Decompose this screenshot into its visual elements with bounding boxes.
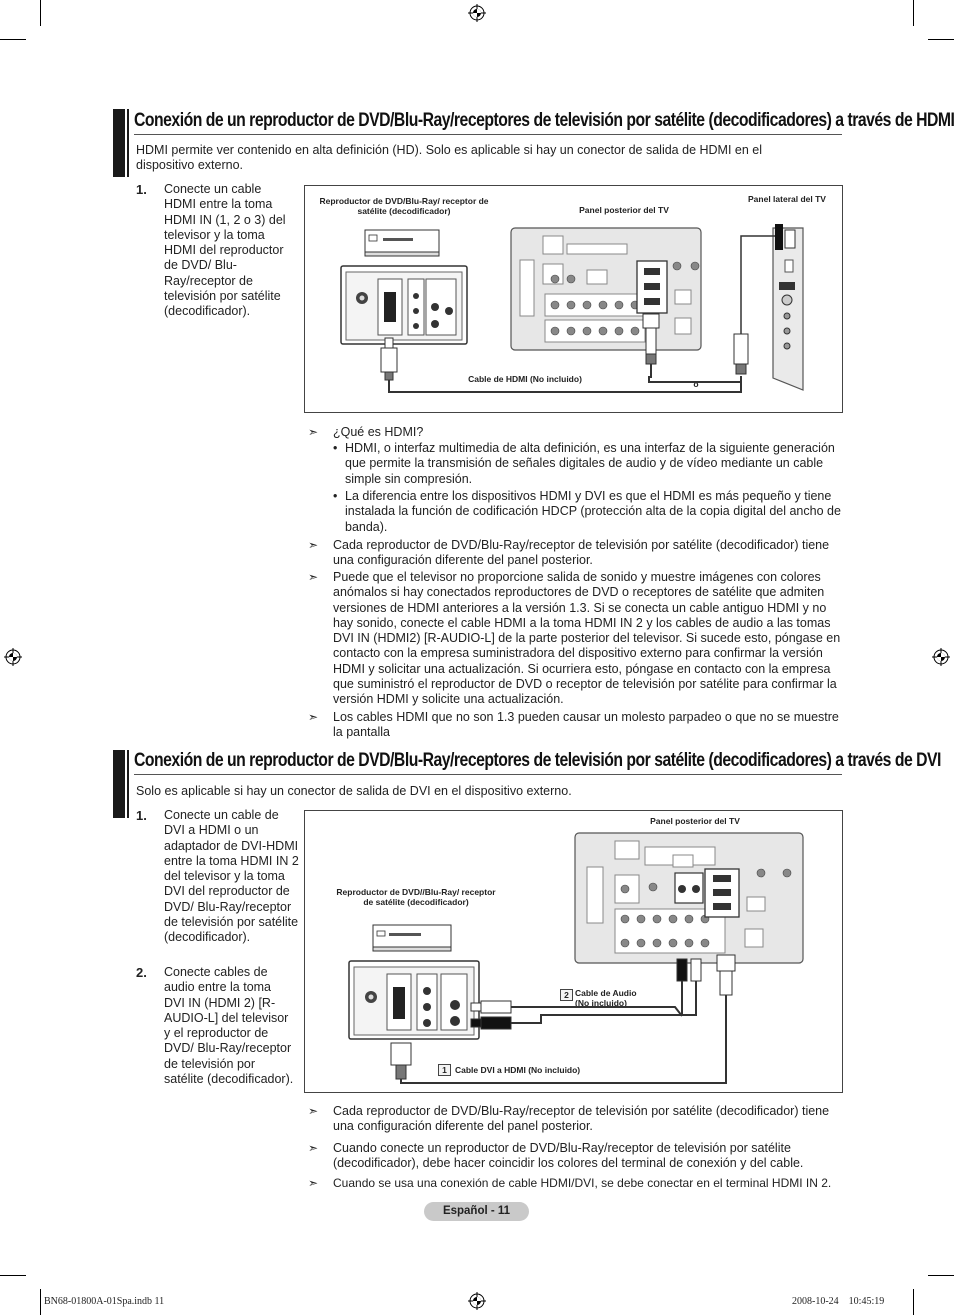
note-arrow-icon: ➣ bbox=[308, 710, 319, 724]
registration-mark-icon bbox=[4, 648, 22, 666]
note-text: Los cables HDMI que no son 1.3 pueden causar un molesto parpadeo o que no se muestre la pantalla bbox=[333, 710, 839, 740]
note-item bbox=[308, 570, 842, 708]
registration-mark-icon bbox=[468, 1292, 486, 1310]
section-heading: Conexión de un reproductor de DVD/Blu-Ray/receptores de televisión por satélite (decodificadores) a través de DVI bbox=[134, 750, 941, 771]
bullet-icon: • bbox=[333, 441, 338, 455]
note-item bbox=[308, 710, 842, 741]
note-arrow-icon: ➣ bbox=[308, 538, 319, 552]
print-timestamp: 2008-10-24 10:45:19 bbox=[792, 1296, 885, 1307]
audio-cable-label: Cable de Audio (No incluido) bbox=[575, 988, 637, 1008]
rear-panel-label: Panel posterior del TV bbox=[650, 816, 740, 826]
note-item bbox=[308, 1176, 853, 1191]
file-name: BN68-01800A-01Spa.indb 11 bbox=[44, 1296, 165, 1307]
note-arrow-icon: ➣ bbox=[308, 425, 319, 439]
step-number: 1. bbox=[136, 808, 147, 823]
note-item bbox=[308, 1141, 842, 1172]
note-item bbox=[308, 538, 842, 569]
crop-mark bbox=[0, 39, 26, 40]
section-marker bbox=[113, 109, 125, 177]
bullet-item bbox=[333, 489, 843, 535]
crop-mark bbox=[913, 0, 914, 26]
note-text: Cuando se usa una conexión de cable HDMI/DVI, se debe conectar en el terminal HDMI IN 2. bbox=[333, 1176, 832, 1190]
bullet-text: HDMI, o interfaz multimedia de alta definición, es una interfaz de la siguiente generación que permite la transmisión de señales digitales de audio y de vídeo mediante un cable simple sin compresión. bbox=[345, 441, 835, 486]
note-text: ¿Qué es HDMI? bbox=[333, 425, 424, 439]
crop-mark bbox=[928, 39, 954, 40]
step-number: 2. bbox=[136, 965, 147, 980]
step-text: Conecte un cable HDMI entre la toma HDMI IN (1, 2 o 3) del televisor y la toma HDMI del reproductor de DVD/ Blu-Ray/receptor de televisión por satélite (decodificador). bbox=[164, 182, 286, 319]
dvi-cable-label: Cable DVI a HDMI (No incluido) bbox=[455, 1065, 581, 1075]
step-number: 1. bbox=[136, 182, 147, 197]
note-text: Cada reproductor de DVD/Blu-Ray/receptor de televisión por satélite (decodificador) tiene una configuración diferente del panel posterior. bbox=[333, 1104, 830, 1134]
registration-mark-icon bbox=[468, 4, 486, 22]
player-label: Reproductor de DVD/Blu-Ray/ receptor de satélite (decodificador) bbox=[319, 196, 489, 216]
crop-mark bbox=[0, 1275, 26, 1276]
note-item bbox=[308, 425, 842, 440]
note-arrow-icon: ➣ bbox=[308, 1176, 319, 1190]
crop-mark bbox=[40, 1289, 41, 1315]
note-arrow-icon: ➣ bbox=[308, 1104, 319, 1118]
section-marker bbox=[113, 750, 125, 818]
bullet-item bbox=[333, 441, 843, 487]
side-panel-label: Panel lateral del TV bbox=[748, 194, 826, 204]
section-heading: Conexión de un reproductor de DVD/Blu-Ray/receptores de televisión por satélite (decodificadores) a través de HDMI bbox=[134, 110, 954, 131]
intro-paragraph: HDMI permite ver contenido en alta definición (HD). Solo es aplicable si hay un conector de salida de HDMI en el dispositivo externo. bbox=[136, 143, 763, 173]
registration-mark-icon bbox=[932, 648, 950, 666]
note-arrow-icon: ➣ bbox=[308, 1141, 319, 1155]
step-text: Conecte un cable de DVI a HDMI o un adaptador de DVI-HDMI entre la toma HDMI IN 2 del televisor y la toma DVI del reproductor de DVD/ Blu-Ray/receptor de televisión por satélite (decodificador). bbox=[164, 808, 299, 945]
section-marker bbox=[127, 109, 129, 177]
note-text: Cada reproductor de DVD/Blu-Ray/receptor de televisión por satélite (decodificador) tiene una configuración diferente del panel posterior. bbox=[333, 538, 830, 568]
crop-mark bbox=[928, 1275, 954, 1276]
note-text: Cuando conecte un reproductor de DVD/Blu-Ray/receptor de televisión por satélite (decodificador), debe hacer coincidir los colores del terminal de conexión y del cable. bbox=[333, 1141, 804, 1171]
crop-mark bbox=[40, 0, 41, 26]
step-text: Conecte cables de audio entre la toma DVI IN (HDMI 2) [R-AUDIO-L] del televisor y el reproductor de DVD/ Blu-Ray/receptor de televisión por satélite (decodificador). bbox=[164, 965, 294, 1087]
note-arrow-icon: ➣ bbox=[308, 570, 319, 584]
note-text: Puede que el televisor no proporcione salida de sonido y muestre imágenes con colores anómalos si hay conectados reproductores de DVD o receptores de satélite que admiten versiones de HDMI anteriores a la versión 1.3. Si se conecta un cable antiguo HDMI y no hay sonido, conecte el cable HDMI a la toma HDMI IN 2 y los cables de audio a las tomas DVI IN (HDMI2) [R-AUDIO-L] de la parte posterior del televisor. Si sucede esto, póngase en contacto con la empresa suministradora del dispositivo externo para confirmar la versión HDMI y solicitar una actualización. Si ocurriera esto, póngase en contacto con la empresa que suministró el reproductor de DVD o receptor de televisión por satélite para confirmar la versión HDMI y solicite una actualización. bbox=[333, 570, 841, 707]
heading-rule bbox=[134, 774, 842, 775]
hdmi-diagram bbox=[305, 186, 842, 412]
bullet-icon: • bbox=[333, 489, 338, 503]
heading-rule bbox=[134, 134, 842, 135]
cable-number: 2 bbox=[560, 989, 573, 1001]
hdmi-connection-figure bbox=[304, 185, 843, 413]
note-item bbox=[308, 1104, 842, 1135]
section-marker bbox=[127, 750, 129, 818]
cable-number: 1 bbox=[438, 1064, 451, 1076]
bullet-text: La diferencia entre los dispositivos HDMI y DVI es que el HDMI es más pequeño y tiene instalada la función de codificación HDCP (protección alta de la copia digital del ancho de banda). bbox=[345, 489, 841, 534]
intro-paragraph: Solo es aplicable si hay un conector de salida de DVI en el dispositivo externo. bbox=[136, 784, 572, 798]
cable-label: Cable de HDMI (No incluido) bbox=[468, 374, 582, 384]
page-number-badge: Español - 11 bbox=[424, 1202, 529, 1221]
or-label: o bbox=[693, 379, 699, 389]
dvi-diagram bbox=[305, 811, 842, 1092]
player-label: Reproductor de DVD//Blu-Ray/ receptor de satélite (decodificador) bbox=[336, 887, 496, 907]
dvi-connection-figure bbox=[304, 810, 843, 1093]
crop-mark bbox=[913, 1289, 914, 1315]
rear-panel-label: Panel posterior del TV bbox=[579, 205, 669, 215]
